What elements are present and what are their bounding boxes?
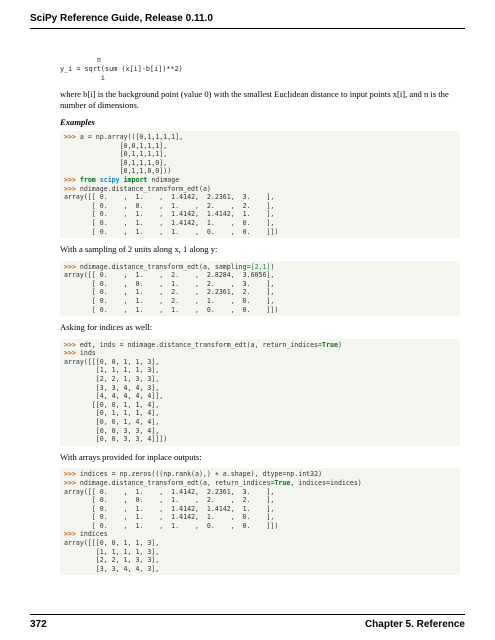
intro-paragraph: where b[i] is the background point (value 0) with the smallest Euclidean distance to input points x[i], and n is the number of dimensions. <box>60 89 449 110</box>
page-number: 372 <box>30 619 47 630</box>
formula <box>60 56 460 83</box>
indices-paragraph: Asking for indices as well: <box>60 322 153 333</box>
formula-line: y_i = sqrt(sum (x[i]-b[i])**2) <box>60 65 183 73</box>
page-content <box>60 56 460 575</box>
inplace-paragraph: With arrays provided for inplace outputs: <box>60 451 202 462</box>
chapter-title: Chapter 5. Reference <box>364 619 465 630</box>
code-block-3: >>> edt, inds = ndimage.distance_transform_edt(a, return_indices=True) >>> inds array([[[0, 0, 1, 1, 3], [1, 1, 1, 1, 3], [2, 2, 1, 3, 3], [3, 3, 4, 4, 3], [4, 4, 4, 4, 4]], [[0, 0, 1, 1, 4], [0, 1, 1, 1, 4], [0, 0, 1, 4, 4], [0, 0, 3, 3, 4], [0, 0, 3, 3, 4]]]) <box>60 339 460 446</box>
code-block-1: >>> a = np.array(([0,1,1,1,1], [0,0,1,1,1], [0,1,1,1,1], [0,1,1,1,0], [0,1,1,0,0])) >>> from scipy import ndimage >>> ndimage.distance_transform_edt(a) array([[ 0. , 1. , 1.4142, 2.2361, 3. ], [ 0. , 0. , 1. , 2. , 2. ], [ 0. , 1. , 1.4142, 1.4142, 1. ], [ 0. , 1. , 1.4142, 1. , 0. ], [ 0. , 1. , 1. , 0. , 0. ]]) <box>60 131 460 238</box>
formula-line: n <box>60 56 101 64</box>
examples-heading: Examples <box>60 117 95 127</box>
sampling-paragraph: With a sampling of 2 units along x, 1 along y: <box>60 244 218 255</box>
code-block-4: >>> indices = np.zeros(((np.rank(a),) + a.shape), dtype=np.int32) >>> ndimage.distance_transform_edt(a, return_indices=True, indices=indices) array([[ 0. , 1. , 1.4142, 2.2361, 3. ], [ 0. , 0. , 1. , 2. , 2. ], [ 0. , 1. , 1.4142, 1.4142, 1. ], [ 0. , 1. , 1.4142, 1. , 0. ], [ 0. , 1. , 1. , 0. , 0. ]]) >>> indices array([[[0, 0, 1, 1, 3], [1, 1, 1, 1, 3], [2, 2, 1, 3, 3], [3, 3, 4, 4, 3], <box>60 468 460 575</box>
page-header: SciPy Reference Guide, Release 0.11.0 <box>30 13 465 29</box>
code-block-2: >>> ndimage.distance_transform_edt(a, sampling=[2,1]) array([[ 0. , 1. , 2. , 2.8284, 3.6056], [ 0. , 0. , 1. , 2. , 3. ], [ 0. , 1. , 2. , 2.2361, 2. ], [ 0. , 1. , 2. , 1. , 0. ], [ 0. , 1. , 1. , 0. , 0. ]]) <box>60 261 460 317</box>
page-footer <box>30 614 465 630</box>
formula-line: i <box>60 74 106 82</box>
